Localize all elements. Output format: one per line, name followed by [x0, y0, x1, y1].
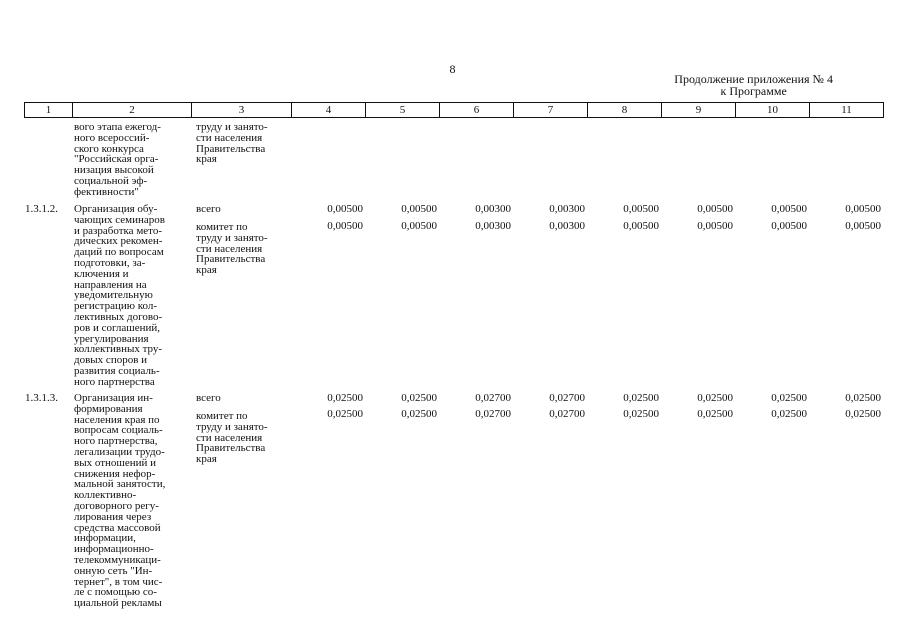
- total-value: 0,00500: [845, 203, 881, 215]
- continuation-line-1: Продолжение приложения № 4: [674, 72, 833, 86]
- name-line: направления на: [74, 278, 147, 291]
- total-value: 0,02500: [697, 392, 733, 404]
- name-line: социальной эф-: [74, 174, 148, 187]
- source-line: края: [196, 153, 217, 166]
- name-line: Организация обу-: [74, 203, 158, 215]
- name-line: мальной занятости,: [74, 478, 166, 491]
- name-line: даций по вопросам: [74, 246, 164, 259]
- source-line: труду и занято-: [196, 121, 268, 133]
- name-line: лирования через: [74, 510, 152, 523]
- committee-value: 0,02700: [475, 408, 511, 420]
- name-line: средства массовой: [74, 521, 161, 534]
- name-line: снижения нефор-: [74, 467, 156, 480]
- name-line: фективности": [74, 185, 139, 198]
- committee-value: 0,02500: [771, 408, 807, 420]
- total-value: 0,02500: [401, 392, 437, 404]
- name-line: информации,: [74, 532, 136, 545]
- committee-line: края: [196, 453, 217, 466]
- committee-value: 0,02500: [697, 408, 733, 420]
- name-line: уведомительную: [74, 289, 153, 302]
- committee-line: труду и занято-: [196, 231, 268, 244]
- total-value: 0,02500: [327, 392, 363, 404]
- name-line: циальной рекламы: [74, 597, 162, 610]
- committee-line: комитет по: [196, 221, 248, 233]
- committee-value: 0,00500: [697, 220, 733, 232]
- name-line: информационно-: [74, 543, 154, 556]
- name-line: ле с помощью со-: [74, 586, 157, 599]
- continuation-note: [674, 73, 833, 97]
- continuation-line-2: к Программе: [720, 84, 787, 98]
- committee-value: 0,02500: [327, 408, 363, 420]
- name-line: вого этапа ежегод-: [74, 121, 161, 133]
- name-line: довых споров и: [74, 354, 148, 367]
- total-value: 0,00500: [401, 203, 437, 215]
- row-name: [74, 393, 192, 609]
- column-header-table: [24, 102, 884, 118]
- name-line: "Российская орга-: [74, 153, 159, 166]
- name-line: развития социаль-: [74, 364, 160, 377]
- total-value: 0,02700: [549, 392, 585, 404]
- column-header: 8: [588, 103, 662, 118]
- name-line: договорного регу-: [74, 499, 159, 512]
- committee-value: 0,02700: [549, 408, 585, 420]
- name-line: и разработка мето-: [74, 224, 162, 237]
- page-number: 8: [449, 62, 456, 76]
- name-line: ского конкурса: [74, 142, 144, 155]
- committee-value: 0,00500: [623, 220, 659, 232]
- column-header: 10: [736, 103, 810, 118]
- total-value: 0,02500: [771, 392, 807, 404]
- name-line: ключения и: [74, 267, 129, 280]
- column-header: 2: [73, 103, 192, 118]
- name-line: ного партнерства: [74, 375, 155, 388]
- committee-line: Правительства: [196, 442, 266, 455]
- total-value: 0,00500: [623, 203, 659, 215]
- row-name: [74, 204, 192, 388]
- name-line: урегулирования: [74, 332, 149, 345]
- committee-value: 0,00300: [475, 220, 511, 232]
- total-value: 0,00500: [771, 203, 807, 215]
- name-line: ного всероссий-: [74, 131, 150, 144]
- committee-line: сти населения: [196, 431, 263, 444]
- name-line: низация высокой: [74, 164, 154, 177]
- column-header: 9: [662, 103, 736, 118]
- committee-value: 0,00500: [845, 220, 881, 232]
- name-line: коллективных тру-: [74, 343, 163, 356]
- name-line: регистрацию кол-: [74, 300, 158, 313]
- name-line: ров и соглашений,: [74, 321, 161, 334]
- committee-value: 0,00500: [771, 220, 807, 232]
- committee-line: края: [196, 264, 217, 277]
- continued-row-name: [74, 122, 192, 198]
- committee-line: Правительства: [196, 253, 266, 266]
- column-header: 6: [440, 103, 514, 118]
- total-value: 0,00300: [549, 203, 585, 215]
- name-line: вых отношений и: [74, 456, 157, 469]
- column-header: 3: [192, 103, 292, 118]
- column-header-row: [25, 103, 884, 118]
- source-line: Правительства: [196, 142, 266, 155]
- name-line: коллективно-: [74, 489, 137, 502]
- name-line: легализации трудо-: [74, 445, 165, 458]
- committee-value: 0,02500: [401, 408, 437, 420]
- name-line: дических рекомен-: [74, 235, 163, 248]
- name-line: подготовки, за-: [74, 256, 146, 269]
- source-line: сти населения: [196, 131, 263, 144]
- total-label: всего: [196, 203, 221, 215]
- committee-value: 0,00300: [549, 220, 585, 232]
- column-header: 1: [25, 103, 73, 118]
- committee-label: [196, 411, 288, 465]
- name-line: ного партнерства,: [74, 435, 158, 448]
- column-header: 11: [810, 103, 884, 118]
- name-line: тернет", в том чис-: [74, 575, 163, 588]
- total-value: 0,02500: [623, 392, 659, 404]
- committee-value: 0,02500: [845, 408, 881, 420]
- row-code: 1.3.1.2.: [25, 203, 58, 215]
- continued-row-source: [196, 122, 288, 165]
- name-line: лективных догово-: [74, 310, 163, 323]
- name-line: Организация ин-: [74, 392, 153, 404]
- name-line: вопросам социаль-: [74, 424, 163, 437]
- column-header: 4: [292, 103, 366, 118]
- total-value: 0,02500: [845, 392, 881, 404]
- committee-value: 0,02500: [623, 408, 659, 420]
- total-value: 0,00300: [475, 203, 511, 215]
- name-line: онную сеть "Ин-: [74, 564, 153, 577]
- total-value: 0,02700: [475, 392, 511, 404]
- committee-value: 0,00500: [327, 220, 363, 232]
- total-label: всего: [196, 392, 221, 404]
- committee-line: труду и занято-: [196, 420, 268, 433]
- name-line: формирования: [74, 402, 143, 415]
- total-value: 0,00500: [697, 203, 733, 215]
- total-value: 0,00500: [327, 203, 363, 215]
- committee-value: 0,00500: [401, 220, 437, 232]
- row-code: 1.3.1.3.: [25, 392, 58, 404]
- column-header: 5: [366, 103, 440, 118]
- name-line: чающих семинаров: [74, 213, 165, 226]
- name-line: населения края по: [74, 413, 160, 426]
- name-line: телекоммуникаци-: [74, 553, 161, 566]
- committee-label: [196, 222, 288, 276]
- column-header: 7: [514, 103, 588, 118]
- committee-line: комитет по: [196, 410, 248, 422]
- committee-line: сти населения: [196, 242, 263, 255]
